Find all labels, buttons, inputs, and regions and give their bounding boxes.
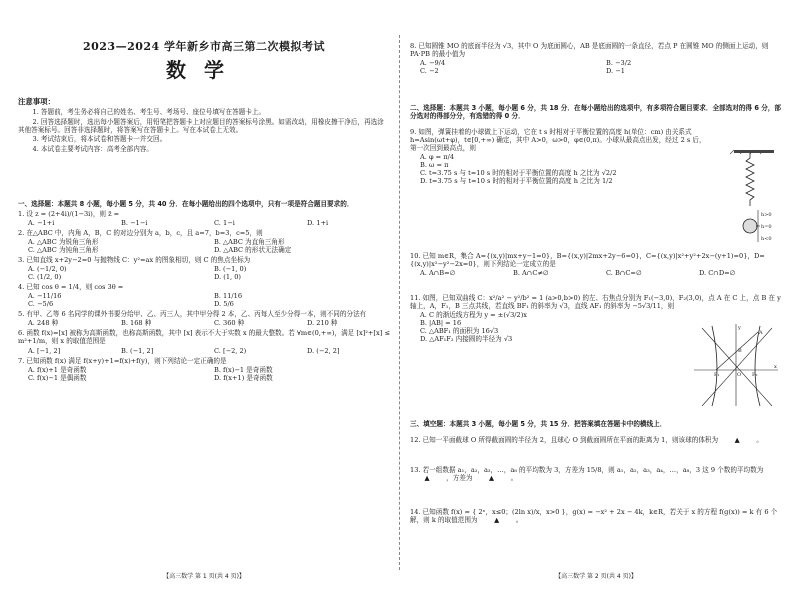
- option: C. −2: [420, 67, 439, 76]
- right-column: [410, 0, 782, 589]
- question-10: [410, 252, 782, 279]
- question-13: [410, 466, 782, 483]
- option: A. −9/4: [420, 59, 446, 68]
- section-3: [410, 420, 782, 430]
- exam-title: 2023—2024 学年新乡市高三第二次模拟考试: [82, 40, 326, 53]
- answer-blank: ▲: [424, 474, 430, 483]
- question-14: [410, 508, 782, 525]
- origin-label: O: [737, 372, 742, 378]
- question-stem: 3. 已知直线 x+2y−2=0 与抛物线 C：y²=ax 的图象相切，则 C 的焦点坐标为: [18, 256, 251, 265]
- option: A. −1+i: [28, 219, 55, 228]
- option: B. ω = π: [420, 161, 449, 170]
- question-text: 12. 已知一平面截球 O 所得截面圆的半径为 2，且球心 O 到截面圆所在平面的距离为 1，则该球的体积为: [410, 436, 719, 444]
- question-stem: [410, 436, 782, 444]
- option: A. [−1, 2]: [28, 346, 61, 355]
- question-list: [18, 210, 390, 382]
- section-1-heading: 一、选择题：本题共 8 小题，每小题 5 分，共 40 分．在每小题给出的四个选项中，只有一项是符合题目要求的．: [18, 200, 354, 208]
- question-1: [18, 210, 390, 227]
- question-text: 。: [510, 474, 518, 483]
- option: A. φ = π/4: [420, 153, 455, 162]
- question-options: [18, 366, 390, 382]
- spring-figure: [728, 148, 780, 250]
- question-text: 。: [756, 436, 763, 444]
- question-stem: 1. 设 z = (2+4i)/(1−3i)，则 z̄ =: [18, 210, 120, 219]
- focus-f1-label: F₁: [714, 372, 720, 378]
- option: C. △ABC 为钝角三角形: [28, 246, 99, 255]
- question-2: [18, 229, 390, 254]
- option: C. (1/2, 0): [28, 273, 62, 282]
- question-options: [410, 311, 680, 343]
- option: D. t=3.75 s 与 t=10 s 时的相对于平衡位置的高度 h 之比为 1/2: [420, 177, 613, 186]
- question-stem: 7. 已知函数 f(x) 满足 f(x+y)+1=f(x)+f(y)，则下列结论一定正确的是: [18, 356, 227, 365]
- option: C. 1−i: [214, 219, 235, 228]
- option: B. (−1, 2]: [121, 346, 154, 355]
- page-footer-right: 【高三数学 第 2 页(共 4 页)】: [555, 572, 637, 580]
- option: D. 210 种: [307, 319, 338, 328]
- option: B. 11/16: [214, 292, 243, 301]
- question-options: [18, 238, 390, 254]
- axis-label-y: y: [738, 325, 741, 331]
- question-options: [18, 292, 390, 308]
- question-text: ，方差为: [446, 474, 473, 483]
- notice-heading: 注意事项：: [18, 97, 55, 106]
- option: A. (−1/2, 0): [28, 265, 67, 274]
- option: A. f(x)+1 是奇函数: [28, 365, 87, 374]
- question-4: [18, 283, 390, 308]
- option: B. A∩C≠∅: [513, 269, 549, 278]
- question-options: [410, 59, 782, 75]
- exam-subject: 数学: [166, 58, 242, 82]
- question-stem: 4. 已知 cos θ = 1/4，则 cos 3θ =: [18, 283, 124, 292]
- notice-item: 1. 答题前，考生务必将自己的姓名、考生号、考场号、座位号填写在答题卡上。: [32, 108, 266, 117]
- option: D. △ABC 的形状无法确定: [214, 246, 292, 255]
- option: B. −1−i: [121, 219, 148, 228]
- question-options: [410, 153, 710, 185]
- spring-label-h-neg: h<0: [761, 236, 772, 242]
- answer-blank: ▲: [489, 474, 495, 483]
- point-b-label: B: [738, 348, 742, 354]
- option: D. f(x+1) 是奇函数: [214, 373, 273, 382]
- option: C. f(x)−1 是偶函数: [28, 373, 87, 382]
- option: C. B∩C=∅: [606, 269, 642, 278]
- option: B. f(x)−1 是奇函数: [214, 365, 273, 374]
- question-6: [18, 329, 390, 354]
- question-9: [410, 128, 710, 187]
- option: B. 168 种: [121, 319, 152, 328]
- question-5: [18, 310, 390, 327]
- question-stem: 11. 如图，已知双曲线 C：x²/a² − y²/b² = 1 (a>0,b>0) 的左、右焦点分别为 F₁(−3,0)，F₂(3,0)，点 A 在 C 上，点 B 在 y 轴上，A，F₁，B 三点共线，若直线 BF₁ 的斜率为 √3，直线 AF₁ 的斜率为 −5√3/11，则: [410, 294, 781, 311]
- option: C. −5/6: [28, 300, 54, 309]
- option: B. −3/2: [606, 59, 632, 68]
- question-stem: [410, 508, 782, 524]
- notice-item: 3. 考试结束后，将本试卷和答题卡一并交回。: [32, 135, 167, 144]
- option: B. |AB| = 16: [420, 319, 462, 328]
- answer-blank: ▲: [734, 436, 740, 444]
- option: B. (−1, 0): [214, 265, 247, 274]
- option: A. −11/16: [28, 292, 62, 301]
- notice-item: 2. 回答选择题时，选出每小题答案后，用铅笔把答题卡上对应题目的答案标号涂黑。如需改动，用橡皮擦干净后，再选涂其他答案标号。回答非选择题时，将答案写在答题卡上。写在本试卷上无效。: [18, 117, 384, 134]
- option: C. 360 种: [214, 319, 245, 328]
- question-stem: 6. 函数 f(x)=[x] 被称为高斯函数，也称高斯函数，其中 [x] 表示不大于实数 x 的最大整数。若 ∀m∈(0,+∞)，满足 [x]²+[x] ≤ m²+1/m，则 x 的取值范围是: [18, 329, 390, 346]
- left-column: [18, 0, 390, 589]
- notice-box: [18, 97, 390, 154]
- column-divider: [399, 35, 400, 570]
- question-stem: 2. 在△ABC 中，内角 A，B，C 的对边分别为 a，b，c，且 a=7，b=3，c=5，则: [18, 229, 263, 238]
- question-options: [410, 269, 782, 277]
- section-1: [18, 200, 390, 384]
- question-options: [18, 265, 390, 281]
- section-2: [410, 104, 782, 122]
- section-3-heading: 三、填空题：本题共 3 小题，每小题 5 分，共 15 分．把答案填在答题卡中的横线上．: [410, 420, 667, 428]
- option: D. (1, 0): [214, 273, 241, 282]
- focus-f2-label: F₂: [752, 372, 758, 378]
- section-2-heading: 二、选择题：本题共 3 小题，每小题 6 分，共 18 分．在每小题给出的选项中，有多项符合题目要求．全部选对的得 6 分，部分选对的得部分分，有选错的得 0 分．: [410, 104, 781, 121]
- axis-label-x: x: [774, 364, 777, 370]
- page-footer-left: 【高三数学 第 1 页(共 4 页)】: [163, 572, 245, 580]
- option: A. A∩B=∅: [420, 269, 456, 278]
- option: A. 248 种: [28, 319, 59, 328]
- question-text: 13. 若一组数据 a₁，a₂，a₃，…，a₈ 的平均数为 3，方差为 15/8，则 a₁，a₂，a₃，a₄，…，a₈，3 这 9 个数的平均数为: [410, 466, 764, 474]
- spring-label-h-pos: h>0: [761, 212, 772, 218]
- option: C. t=3.75 s 与 t=10 s 时的相对于平衡位置的高度 h 之比为 √2/2: [420, 169, 617, 178]
- question-stem: 10. 已知 m∈R，集合 A={(x,y)|mx+y−1=0}，B={(x,y)|2mx+2y−6=0}，C={(x,y)|x²+y²+2x−(y+1)=0}，D={(x,y)|x²−y²−2x=0}，则下列结论一定成立的是: [410, 252, 765, 269]
- question-7: [18, 357, 390, 382]
- option: C. [−2, 2): [214, 346, 247, 355]
- question-stem: 9. 如图，弹簧挂着的小球做上下运动，它在 t s 时相对于平衡位置的高度 h(单位：cm) 由关系式 h=Asin(ωt+φ)，t∈[0,+∞) 确定，其中 A>0，ω>0，φ∈(0,π)。小球从最高点出发，经过 2 s 后，第一次回到最高点，则: [410, 128, 706, 153]
- question-text: 14. 已知函数 f(x) = { 2ˣ，x≤0；(2ln x)/x，x>0 }，g(x) = −x² + 2x − 4k，k∈R，若关于 x 的方程 f(g(x)) = k 有 6 个解，则 k 的取值范围为: [410, 508, 778, 525]
- option: A. △ABC 为锐角三角形: [28, 238, 99, 247]
- answer-blank: ▲: [494, 516, 500, 525]
- option: C. △ABF₁ 的面积为 16√3: [420, 327, 499, 336]
- point-a-label: A: [759, 330, 763, 336]
- option: D. (−2, 2]: [307, 346, 340, 355]
- spring-label-h-zero: h=0: [761, 224, 772, 230]
- question-stem: 5. 有甲、乙等 6 名同学的课外书要分给甲、乙、丙三人，其中甲分得 2 本，乙、丙每人至少分得一本，则不同的分法有: [18, 310, 367, 319]
- hyperbola-figure: [692, 322, 780, 408]
- question-stem: 8. 已知圆锥 MO 的底面半径为 √3，其中 O 为底面圆心，AB 是底面圆的一条直径，若点 P 在圆锥 MO 的侧面上运动，则 PA·PB 的最小值为: [410, 42, 769, 59]
- question-text: 。: [515, 516, 523, 525]
- option: D. 5/6: [214, 300, 234, 309]
- option: D. −1: [606, 67, 625, 76]
- option: B. △ABC 为直角三角形: [214, 238, 285, 247]
- question-12: [410, 436, 782, 445]
- question-8: [410, 42, 782, 77]
- option: D. △AF₁F₂ 内接圆的半径为 √3: [420, 335, 513, 344]
- option: D. 1+i: [307, 219, 329, 228]
- option: A. C 的渐近线方程为 y = ±(√3/2)x: [420, 311, 527, 320]
- question-options: [18, 319, 390, 327]
- option: D. C∩D=∅: [699, 269, 736, 278]
- question-options: [18, 219, 390, 227]
- notice-item: 4. 本试卷主要考试内容：高考全部内容。: [32, 144, 153, 153]
- question-3: [18, 256, 390, 281]
- question-stem: [410, 466, 782, 482]
- question-options: [18, 347, 390, 355]
